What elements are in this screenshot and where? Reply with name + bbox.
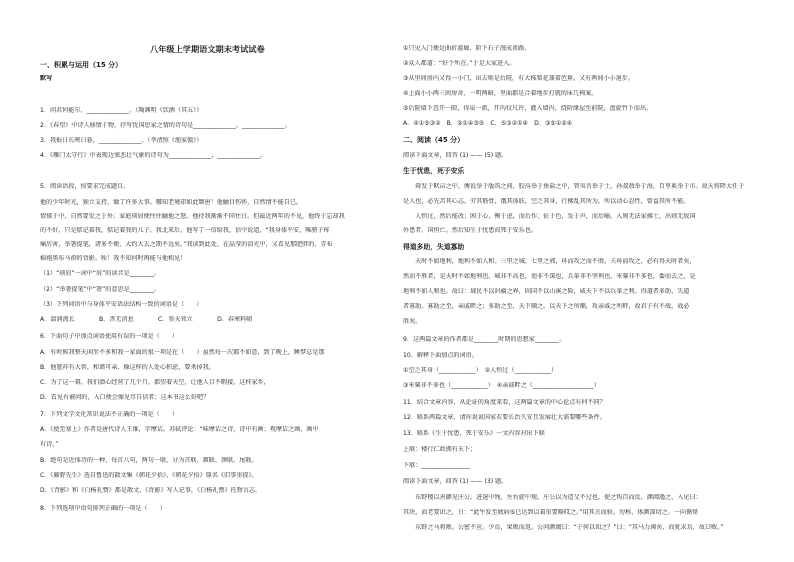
text-line: A．《使至塞上》作者是唐代诗人王维，字摩诘。苏轼评论：“味摩诘之诗，诗中有画；观摩诘之画，画中 bbox=[40, 426, 319, 433]
text-line: C．《藤野先生》选自鲁迅的散文集《朝花夕拾》，《朝花夕拾》原名《旧事重提》。 bbox=[40, 472, 258, 479]
exam-title: 八年级上学期语文期末考试试卷 bbox=[150, 45, 265, 53]
text-line: 有诗。” bbox=[40, 441, 59, 448]
text-line: 是人也，必先苦其心志，劳其筋骨，饿其体肤，空乏其身，行拂乱其所为，所以动心忍性，曾益其所不能。 bbox=[403, 198, 690, 205]
text-line: D．《背影》和《白杨礼赞》都是散文，《背影》写人记事，《白杨礼赞》托物言志。 bbox=[40, 487, 262, 494]
text-line: 地利不如人和也。故曰：域民不以封疆之界，固国不以山溪之险，威天下不以兵革之利。得道者多助，失道 bbox=[403, 288, 690, 295]
text-line: （2）“举箸提笔”中“箸”的意思是________。 bbox=[40, 286, 161, 293]
text-line: B．绝句是近体诗的一种，每首八句，两句一联，分为首联、颔联、颈联、尾联。 bbox=[40, 457, 258, 464]
text-line: A．④①⑤③② B．②①④③⑤ C．⑤③②①④ D．③⑤①②④ bbox=[403, 120, 573, 127]
text-line: 9．这两篇文章的作者都是________时期的思想家________。 bbox=[403, 336, 566, 343]
text-line: ②众人都道：“好个所在。”于是大家进入。 bbox=[403, 60, 516, 67]
text-line: 2．《春望》中诗人移情于物，抒写忧国思家之情的诗句是______________，______________。 bbox=[40, 122, 291, 129]
text-line: 舜发于畎亩之中，傅说举于版筑之间，胶鬲举于鱼盐之中，管夷吾举于士，孙叔敖举于海，百里奚举于市。故天将降大任于 bbox=[403, 183, 745, 190]
text-line: 情郁于中，自然要发之于外；家庭琐屑便往往触他之怒。他待我渐渐不同往日。但最近两年的不见，他终于忘却我 bbox=[40, 213, 345, 220]
dictation-label: 默写 bbox=[40, 75, 53, 82]
text-line: 4．《雁门太守行》中表现边塞悲壮气象的诗句为______________，______________。 bbox=[40, 152, 267, 159]
text-line: 13．联系《生于忧患，死于安乐》一文内容对出下联 bbox=[403, 430, 545, 437]
text-line: ③从里间房内又得一小门，出去则是后院，有大株梨花兼着芭蕉。又有两间小小退步。 bbox=[403, 75, 634, 82]
text-line: 东野稷以善御见庄公。进退中绳，左右旋中规。庄公以为造父不过也。使之钩百而反。颜阖遇之，入见曰： bbox=[403, 494, 702, 501]
text-line: 1．问君何能尔，______________。（陶渊明《饮酒（其五）》 bbox=[40, 107, 203, 114]
text-line: 然而不胜者，是天时不如地利也。城非不高也，池非不深也，兵革非不坚利也，米粟非不多也，委而去之，是 bbox=[403, 273, 696, 280]
text-line: 6．下面句子中加点词语使用有误的一项是（ ） bbox=[40, 333, 178, 340]
text-line: 二、阅读（45 分） bbox=[403, 136, 465, 144]
text-line: 7．下列文学文化常识说法不正确的一项是（ ） bbox=[40, 411, 178, 418]
text-line: 8．下列选项中语句排列正确的一项是（ ） bbox=[40, 505, 166, 512]
text-line: 棉袍黑布马褂的背影。唉！我不知何时再能与他相见！ bbox=[40, 255, 187, 262]
text-line: （3）下列词语中与身体平安语法结构一致的词语是（ ） bbox=[40, 301, 203, 308]
text-line: 3．我报日长嗟日暮，______________。（李清照《渔家傲》） bbox=[40, 137, 203, 144]
text-line: 10．解释下面加点的词语。 bbox=[403, 352, 478, 359]
text-line: B．他慈祥有大智，和蔼可亲，像这样的人处心积虑，要杀掉我。 bbox=[40, 364, 215, 371]
text-line: A．湍润流长 B．杳无消息 C．参天耸立 D．春寒料峭 bbox=[40, 316, 253, 323]
text-line: 阅读下面文章，回答 (1) —— (3) 题。 bbox=[403, 478, 508, 485]
text-line: 胜矣。 bbox=[403, 318, 422, 325]
text-line: A．有时候我整天闲坐不多和我一家面的很一项是在（ ）虽然每一次都不如意，到了晚上，睡梦总是那 bbox=[40, 349, 325, 356]
text-line: ①空乏其身（____________） ②人恒过（____________） bbox=[403, 367, 558, 374]
text-line: 得道多助，失道寡助 bbox=[403, 243, 465, 251]
text-line: 者寡助。寡助之至，亲戚畔之；多助之至，天下顺之。以天下之所顺，攻亲戚之所畔，故君子有不战，战必 bbox=[403, 303, 690, 310]
text-line: 人恒过，然后能改；困于心，衡于虑，而后作；征于色，发于声，而后喻。入则无法家拂士，出则无敌国 bbox=[403, 213, 696, 220]
section1-heading: 一、积累与运用（15 分） bbox=[40, 61, 123, 69]
text-line: 的不好，只是惦记着我，惦记着我的儿子。我北来后，他写了一信给我，信中说道，“我身体平安，唯膀子疼 bbox=[40, 227, 330, 234]
text-line: 5．阅读语段，按要求完成题目。 bbox=[40, 183, 130, 190]
text-line: 下联：________________ bbox=[403, 462, 471, 469]
text-line: 天时不如地利，地利不如人和。三里之城，七里之郭，环而攻之而不胜。夫环而攻之，必有得天时者矣， bbox=[403, 258, 696, 265]
text-line: 阅读下面文章，回答 (1) —— (5) 题。 bbox=[403, 152, 508, 159]
text-line: 痛厉害，举箸提笔，诸多不便，大约大去之期不远矣。”我读到此处，在晶莹的泪光中，又看见那肥胖的、青布 bbox=[40, 241, 333, 248]
text-line: D．看见有被问的，入口便会像见尽自信者；这本书这么好吧？ bbox=[40, 394, 210, 401]
text-line: 外患者，国恒亡。然后知生于忧患而死于安乐也。 bbox=[403, 227, 538, 234]
text-line: 11．结合文章内容，从论证的角度来看，这两篇文章的中心论点有何不同？ bbox=[403, 399, 606, 406]
text-line: 12．联系两篇文章，请你说说国家若要长治久安且发展壮大需要哪些条件。 bbox=[403, 414, 606, 421]
text-line: C．为了这一幕，我们潜心经营了几个月，都望着天空，让他人目不暇接，这样家乡， bbox=[40, 379, 270, 386]
text-line: 上联：楼行仁政拥有天下； bbox=[403, 446, 477, 453]
text-line: ④上面小小两三间房舍，一明两暗，里面都是合着地步打就的床几椅案。 bbox=[403, 90, 598, 97]
text-line: 其块，而老要识之，日：“此牛发至疲病⑤已达到以着重要略哎之。”用其言而验。勿称、体颜深切之。一向循怪 bbox=[403, 509, 699, 516]
text-line: 东野之马将败。公密不应。少焉，果败而返。公问颜阖曰：“子何以知之？”曰：“其马力竭矣，而犹求焉，故曰败。” bbox=[403, 524, 724, 531]
text-line: ③米粟非不多也（____________） ④亲戚畔之（____________________） bbox=[403, 382, 600, 389]
text-line: ⑤后院墙下忽开一隙，得泉一派，开沟仅尺许，灌入墙内，绕阶缘屋至前院，盘旋竹下而出。 bbox=[403, 105, 653, 112]
text-line: （1）“琐屑”一词中“屑”的读音是________。 bbox=[40, 270, 161, 277]
text-line: 生于忧患，死于安乐 bbox=[403, 167, 465, 175]
text-line: ①只见入门便是曲折游廊，阶下石子漫成甬路。 bbox=[403, 45, 531, 52]
text-line: 他的少年时光，独立支持，做了许多大事。哪知老境却如此颓唐！他触目伤怀，自然情不能自已。 bbox=[40, 199, 303, 206]
